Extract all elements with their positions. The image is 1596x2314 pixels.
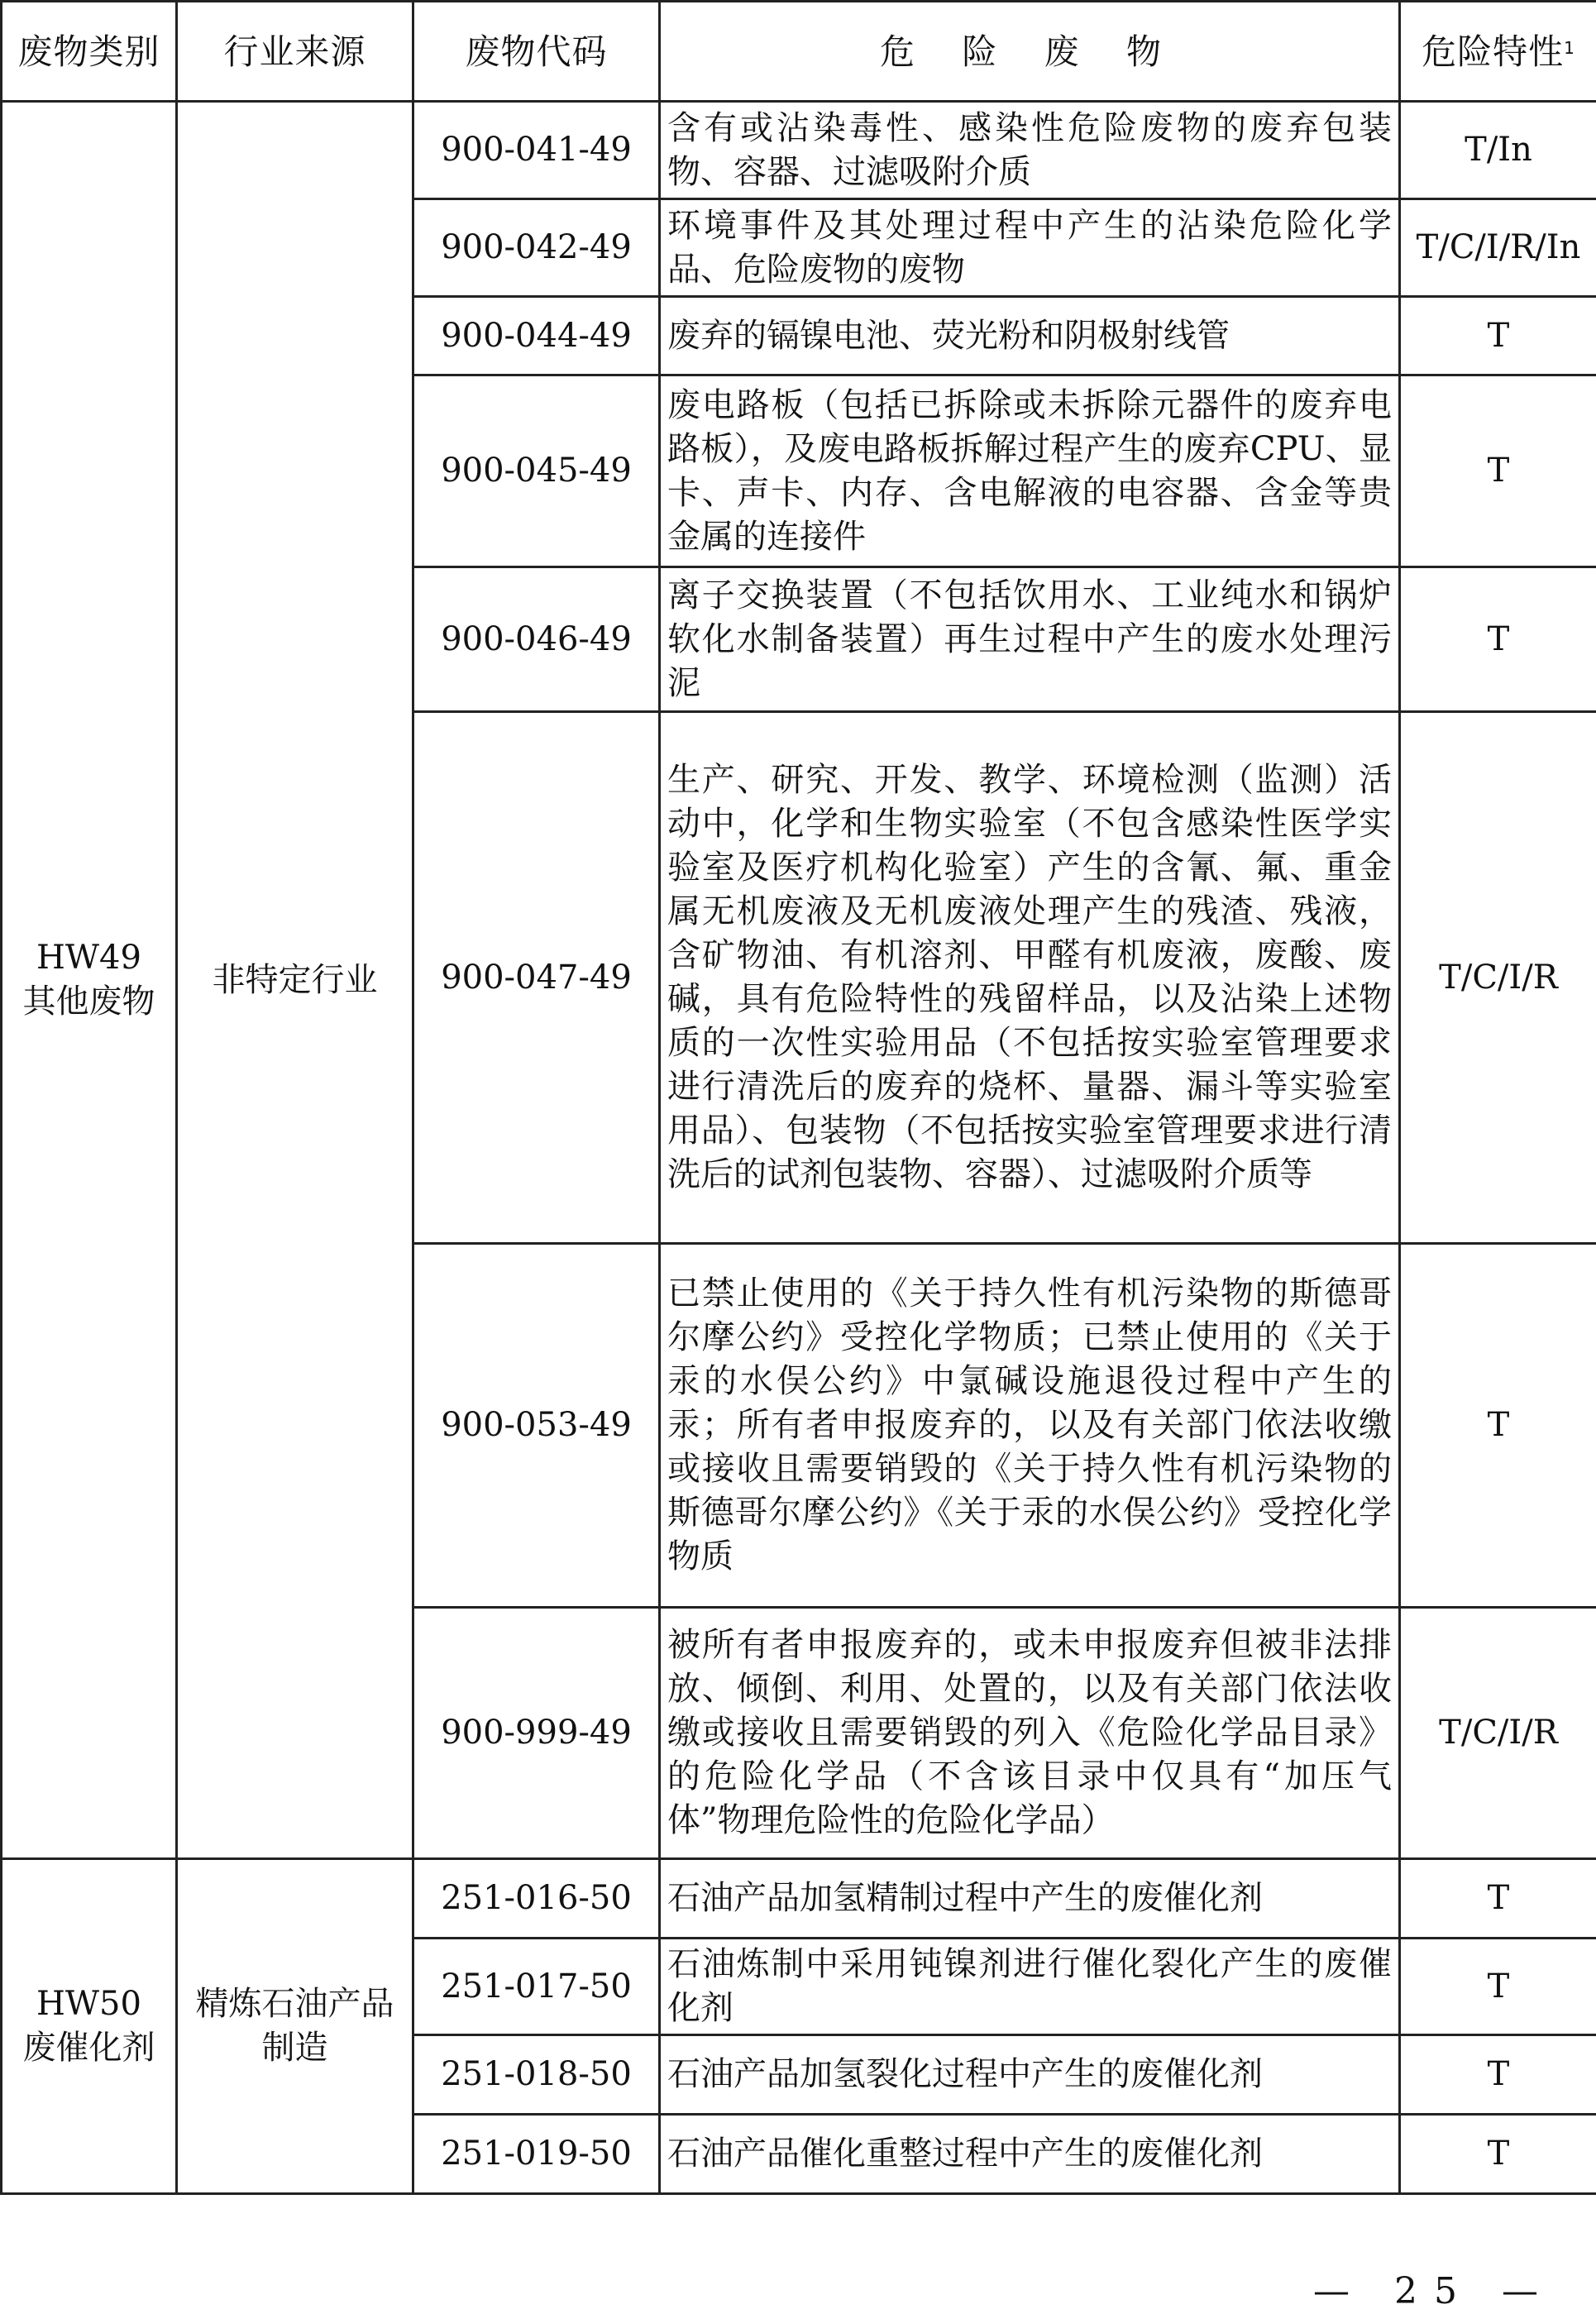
hazard-property: T/C/I/R bbox=[1400, 1608, 1596, 1859]
header-property-footnote: 1 bbox=[1564, 37, 1575, 58]
waste-code: 251-019-50 bbox=[413, 2115, 660, 2194]
header-category: 废物类别 bbox=[2, 2, 177, 102]
waste-code: 900-042-49 bbox=[413, 199, 660, 297]
waste-description: 石油炼制中采用钝镍剂进行催化裂化产生的废催化剂 bbox=[660, 1939, 1400, 2035]
source-cell: 非特定行业 bbox=[177, 102, 413, 1859]
waste-description: 废弃的镉镍电池、荧光粉和阴极射线管 bbox=[660, 297, 1400, 375]
waste-code: 900-044-49 bbox=[413, 297, 660, 375]
waste-description: 被所有者申报废弃的，或未申报废弃但被非法排放、倾倒、利用、处置的，以及有关部门依法收缴或接收且需要销毁的列入《危险化学品目录》的危险化学品（不含该目录中仅具有“加压气体”物理危险性的危险化学品） bbox=[660, 1608, 1400, 1859]
source-line-1: 精炼石油产品 bbox=[195, 1985, 394, 2023]
hazard-property: T bbox=[1400, 1244, 1596, 1608]
header-code: 废物代码 bbox=[413, 2, 660, 102]
source-line-2: 制造 bbox=[261, 2029, 328, 2067]
header-source: 行业来源 bbox=[177, 2, 413, 102]
table-header-row bbox=[2, 2, 1596, 102]
hazard-property: T/C/I/R/In bbox=[1400, 199, 1596, 297]
waste-code: 251-017-50 bbox=[413, 1939, 660, 2035]
category-code: HW49 bbox=[36, 939, 141, 977]
waste-description: 废电路板（包括已拆除或未拆除元器件的废弃电路板），及废电路板拆解过程产生的废弃CPU、显卡、声卡、内存、含电解液的电容器、含金等贵金属的连接件 bbox=[660, 375, 1400, 567]
waste-description: 环境事件及其处理过程中产生的沾染危险化学品、危险废物的废物 bbox=[660, 199, 1400, 297]
hazard-property: T bbox=[1400, 2115, 1596, 2194]
header-property bbox=[1400, 2, 1596, 102]
waste-description: 含有或沾染毒性、感染性危险废物的废弃包装物、容器、过滤吸附介质 bbox=[660, 102, 1400, 199]
table-row bbox=[2, 102, 1596, 199]
waste-code: 900-045-49 bbox=[413, 375, 660, 567]
waste-description: 石油产品加氢裂化过程中产生的废催化剂 bbox=[660, 2035, 1400, 2115]
category-cell-hw50 bbox=[2, 1859, 177, 2194]
hazard-property: T bbox=[1400, 2035, 1596, 2115]
waste-code: 900-041-49 bbox=[413, 102, 660, 199]
hazard-property: T bbox=[1400, 375, 1596, 567]
waste-code: 900-046-49 bbox=[413, 567, 660, 712]
waste-description: 石油产品加氢精制过程中产生的废催化剂 bbox=[660, 1859, 1400, 1939]
table-row bbox=[2, 1859, 1596, 1939]
header-property-label: 危险特性 bbox=[1422, 31, 1565, 72]
hazard-property: T bbox=[1400, 567, 1596, 712]
waste-code: 251-016-50 bbox=[413, 1859, 660, 1939]
source-cell bbox=[177, 1859, 413, 2194]
category-cell-hw49 bbox=[2, 102, 177, 1859]
hazard-property: T bbox=[1400, 297, 1596, 375]
waste-code: 251-018-50 bbox=[413, 2035, 660, 2115]
waste-description: 已禁止使用的《关于持久性有机污染物的斯德哥尔摩公约》受控化学物质；已禁止使用的《关于汞的水俣公约》中氯碱设施退役过程中产生的汞；所有者申报废弃的，以及有关部门依法收缴或接收且需要销毁的《关于持久性有机污染物的斯德哥尔摩公约》《关于汞的水俣公约》受控化学物质 bbox=[660, 1244, 1400, 1608]
hazard-property: T bbox=[1400, 1939, 1596, 2035]
category-code: HW50 bbox=[36, 1985, 141, 2023]
page-number: — 25 — bbox=[1313, 2270, 1555, 2312]
hazard-property: T bbox=[1400, 1859, 1596, 1939]
category-name: 其他废物 bbox=[22, 982, 155, 1021]
waste-code: 900-047-49 bbox=[413, 712, 660, 1244]
hazard-property: T/C/I/R bbox=[1400, 712, 1596, 1244]
category-name: 废催化剂 bbox=[22, 2029, 155, 2067]
waste-code: 900-053-49 bbox=[413, 1244, 660, 1608]
waste-description: 生产、研究、开发、教学、环境检测（监测）活动中，化学和生物实验室（不包含感染性医学实验室及医疗机构化验室）产生的含氰、氟、重金属无机废液及无机废液处理产生的残渣、残液，含矿物油、有机溶剂、甲醛有机废液，废酸、废碱，具有危险特性的残留样品，以及沾染上述物质的一次性实验用品（不包括按实验室管理要求进行清洗后的废弃的烧杯、量器、漏斗等实验室用品）、包装物（不包括按实验室管理要求进行清洗后的试剂包装物、容器）、过滤吸附介质等 bbox=[660, 712, 1400, 1244]
hazard-property: T/In bbox=[1400, 102, 1596, 199]
waste-description: 石油产品催化重整过程中产生的废催化剂 bbox=[660, 2115, 1400, 2194]
waste-code: 900-999-49 bbox=[413, 1608, 660, 1859]
waste-description: 离子交换装置（不包括饮用水、工业纯水和锅炉软化水制备装置）再生过程中产生的废水处理污泥 bbox=[660, 567, 1400, 712]
header-waste: 危 险 废 物 bbox=[660, 2, 1400, 102]
